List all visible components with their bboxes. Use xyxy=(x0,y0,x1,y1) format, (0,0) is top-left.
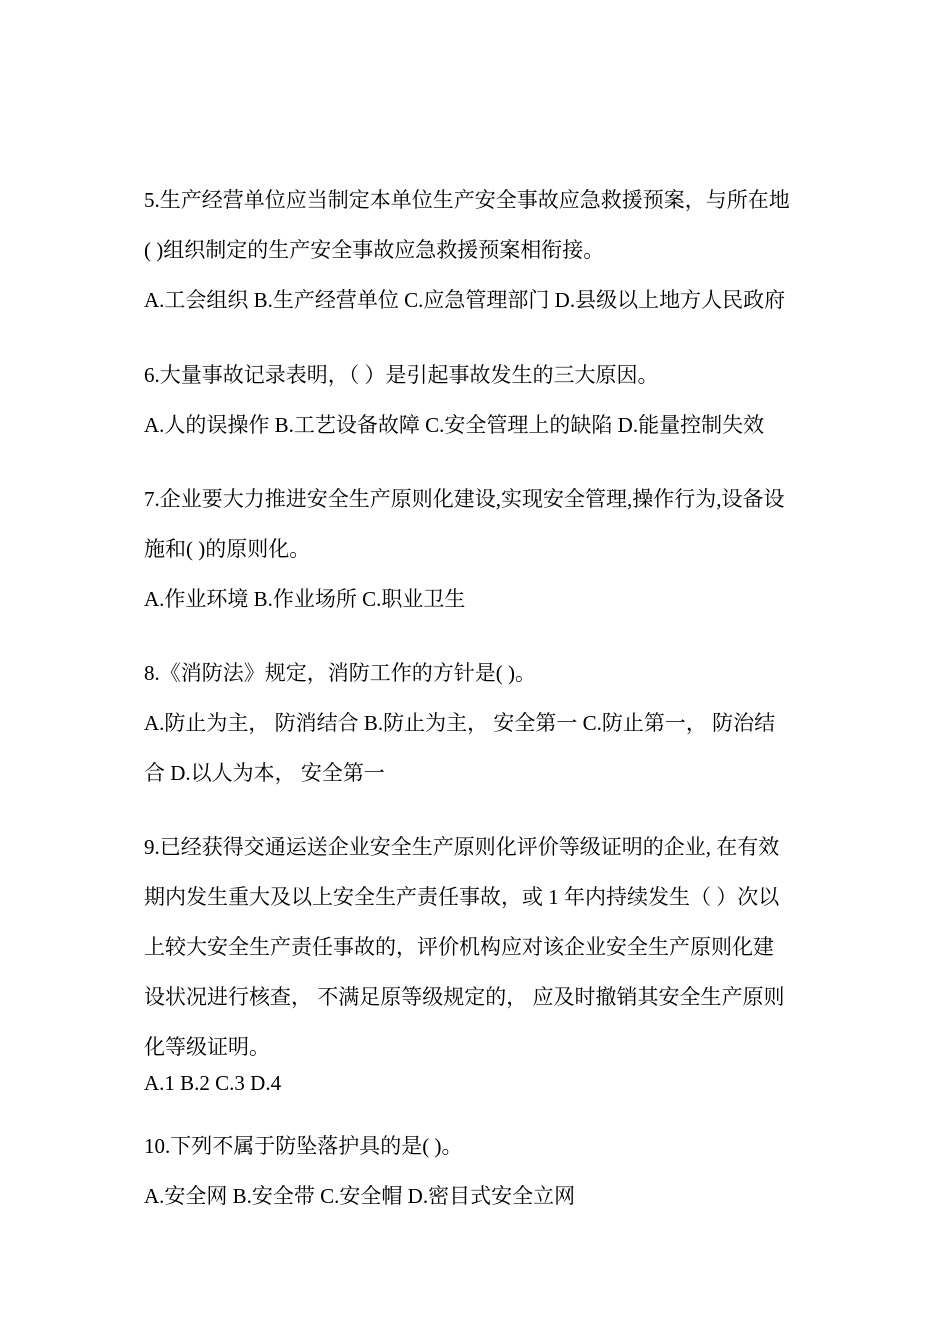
question-9-line-1: 9.已经获得交通运送企业安全生产原则化评价等级证明的企业, 在有效 xyxy=(144,835,780,859)
question-5-options: A.工会组织 B.生产经营单位 C.应急管理部门 D.县级以上地方人民政府 xyxy=(144,288,786,312)
question-9-line-3: 上较大安全生产责任事故的，评价机构应对该企业安全生产原则化建 xyxy=(144,935,774,959)
question-7-line-1: 7.企业要大力推进安全生产原则化建设,实现安全管理,操作行为,设备设 xyxy=(144,487,785,511)
question-10-options: A.安全网 B.安全带 C.安全帽 D.密目式安全立网 xyxy=(144,1184,576,1208)
question-7-line-2: 施和( )的原则化。 xyxy=(144,537,311,561)
question-7-options: A.作业环境 B.作业场所 C.职业卫生 xyxy=(144,587,466,611)
question-9-line-5: 化等级证明。 xyxy=(144,1035,270,1059)
question-6-line-1: 6.大量事故记录表明，（ ）是引起事故发生的三大原因。 xyxy=(144,363,659,387)
question-8-line-1: 8.《消防法》规定，消防工作的方针是( )。 xyxy=(144,661,536,685)
question-8-options-line-2: 合 D.以人为本， 安全第一 xyxy=(144,761,385,785)
question-9-line-4: 设状况进行核查， 不满足原等级规定的， 应及时撤销其安全生产原则 xyxy=(144,985,785,1009)
question-8-options-line-1: A.防止为主， 防消结合 B.防止为主， 安全第一 C.防止第一， 防治结 xyxy=(144,711,776,735)
question-9-options: A.1 B.2 C.3 D.4 xyxy=(144,1071,282,1095)
question-10-line-1: 10.下列不属于防坠落护具的是( )。 xyxy=(144,1134,463,1158)
question-9-line-2: 期内发生重大及以上安全生产责任事故，或 1 年内持续发生（ ）次以 xyxy=(144,885,780,909)
question-5-line-2: ( )组织制定的生产安全事故应急救援预案相衔接。 xyxy=(144,238,605,262)
question-5-line-1: 5.生产经营单位应当制定本单位生产安全事故应急救援预案，与所在地 xyxy=(144,188,790,212)
question-6-options: A.人的误操作 B.工艺设备故障 C.安全管理上的缺陷 D.能量控制失效 xyxy=(144,413,765,437)
